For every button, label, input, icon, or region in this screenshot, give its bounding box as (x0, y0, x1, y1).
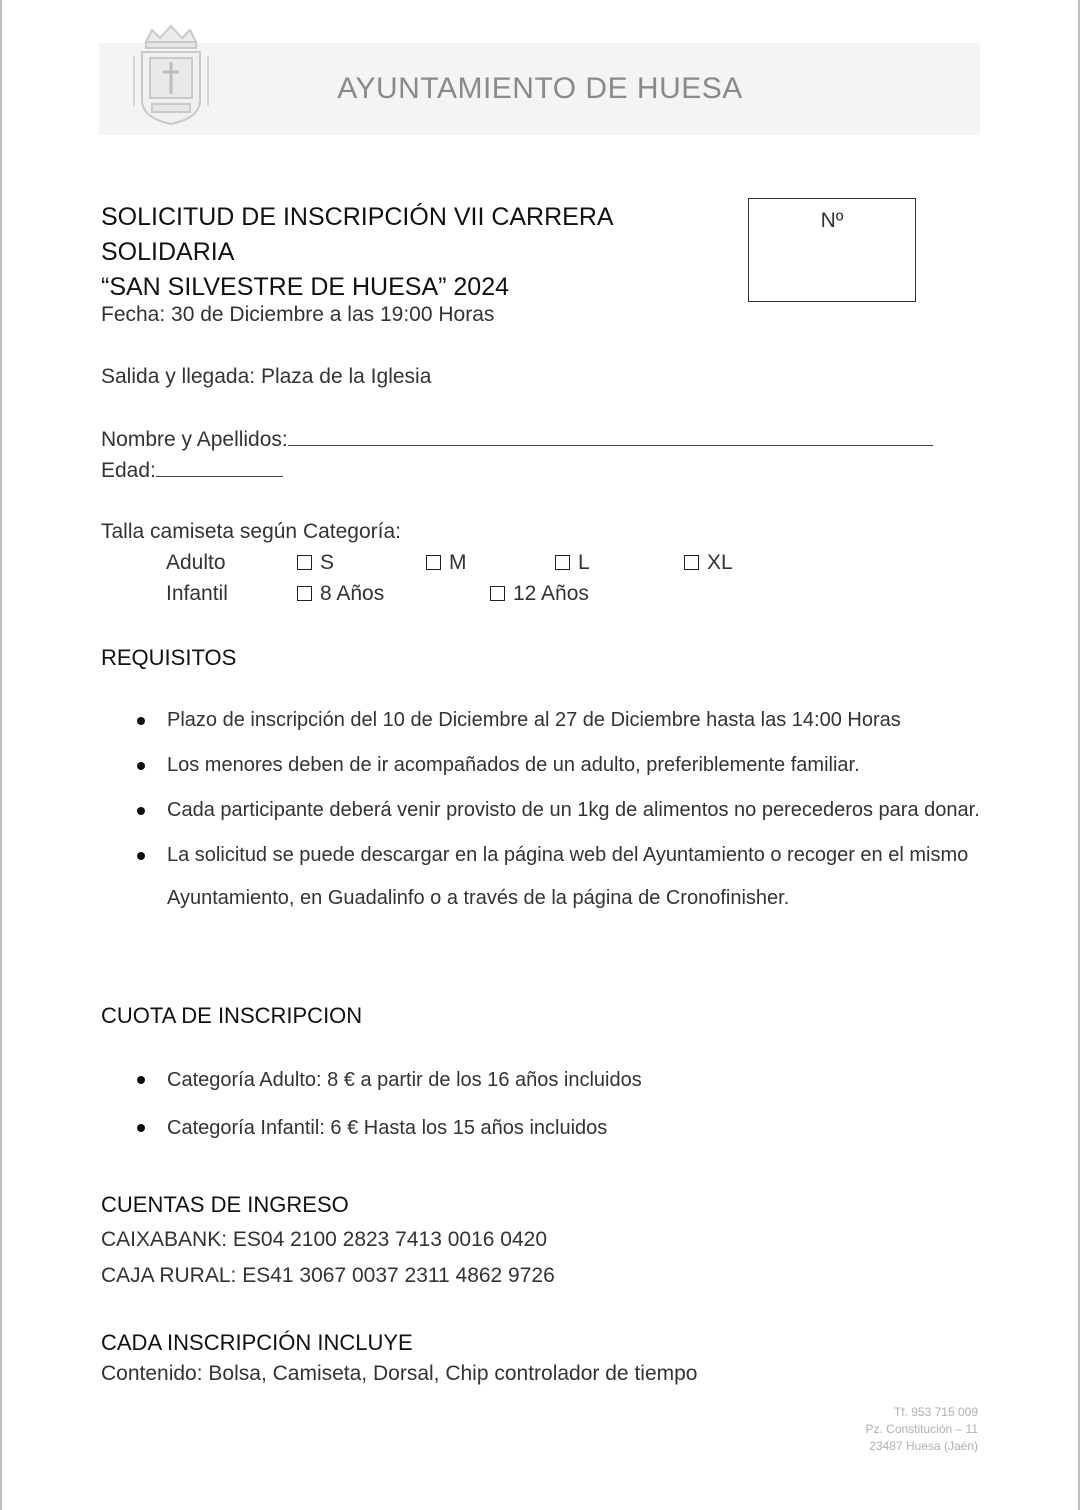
coat-of-arms-icon (130, 22, 212, 128)
checkbox-icon[interactable] (684, 555, 699, 570)
checkbox-icon[interactable] (426, 555, 441, 570)
adult-label: Adulto (166, 551, 226, 574)
number-label: Nº (820, 209, 844, 232)
date-line: Fecha: 30 de Diciembre a las 19:00 Horas (101, 303, 495, 326)
option-label: 8 Años (320, 582, 385, 605)
requisitos-list (101, 699, 981, 922)
list-item: Categoría Infantil: 6 € Hasta los 15 años incluidos (101, 1113, 981, 1143)
caixabank-account: CAIXABANK: ES04 2100 2823 7413 0016 0420 (101, 1228, 548, 1251)
name-blank[interactable] (288, 427, 933, 446)
size-option-12-anos[interactable] (490, 582, 589, 606)
footer-phone: Tf. 953 715 009 (893, 1405, 978, 1419)
registration-number-box[interactable] (748, 198, 916, 302)
footer-city: 23487 Huesa (Jaén) (869, 1439, 978, 1453)
incluye-heading: CADA INSCRIPCIÓN INCLUYE (101, 1330, 413, 1355)
age-label: Edad: (101, 459, 156, 482)
checkbox-icon[interactable] (297, 586, 312, 601)
age-blank[interactable] (156, 458, 283, 477)
name-field-row (101, 427, 933, 452)
option-label: 12 Años (513, 582, 589, 605)
checkbox-icon[interactable] (297, 555, 312, 570)
list-item: Los menores deben de ir acompañados de un adulto, preferiblemente familiar. (101, 744, 981, 787)
requisitos-heading: REQUISITOS (101, 645, 237, 670)
footer-address: Pz. Constitución – 11 (865, 1422, 978, 1436)
title-line-2: “SAN SILVESTRE DE HUESA” 2024 (101, 273, 510, 301)
option-label: M (449, 551, 467, 574)
cuentas-heading: CUENTAS DE INGRESO (101, 1192, 349, 1217)
caja-rural-account: CAJA RURAL: ES41 3067 0037 2311 4862 9726 (101, 1264, 555, 1287)
checkbox-icon[interactable] (555, 555, 570, 570)
size-option-xl[interactable] (684, 551, 733, 575)
size-option-s[interactable] (297, 551, 334, 575)
org-name: AYUNTAMIENTO DE HUESA (337, 72, 743, 105)
name-label: Nombre y Apellidos: (101, 428, 288, 451)
title-line-1: SOLICITUD DE INSCRIPCIÓN VII CARRERA SOLIDARIA (101, 203, 613, 266)
list-item: Plazo de inscripción del 10 de Diciembre al 27 de Diciembre hasta las 14:00 Horas (101, 699, 981, 742)
option-label: L (578, 551, 590, 574)
size-option-m[interactable] (426, 551, 467, 575)
document-title (101, 200, 741, 305)
incluye-content: Contenido: Bolsa, Camiseta, Dorsal, Chip controlador de tiempo (101, 1362, 698, 1385)
list-item: Categoría Adulto: 8 € a partir de los 16 años incluidos (101, 1065, 981, 1095)
option-label: XL (707, 551, 733, 574)
size-option-l[interactable] (555, 551, 590, 575)
age-field-row (101, 458, 283, 483)
checkbox-icon[interactable] (490, 586, 505, 601)
list-item: Cada participante deberá venir provisto de un 1kg de alimentos no perecederos para donar. (101, 789, 981, 832)
cuota-heading: CUOTA DE INSCRIPCION (101, 1003, 363, 1028)
size-option-8-anos[interactable] (297, 582, 384, 606)
child-label: Infantil (166, 582, 228, 605)
size-title: Talla camiseta según Categoría: (101, 520, 401, 543)
cuota-list (101, 1065, 981, 1161)
option-label: S (320, 551, 335, 574)
list-item: La solicitud se puede descargar en la página web del Ayuntamiento o recoger en el mismo Ayuntamiento, en Guadalinfo o a través de la página de Cronofinisher. (101, 834, 981, 920)
page-edge-left (0, 0, 2, 1510)
start-finish-line: Salida y llegada: Plaza de la Iglesia (101, 365, 432, 388)
footer-contact (865, 1404, 978, 1455)
